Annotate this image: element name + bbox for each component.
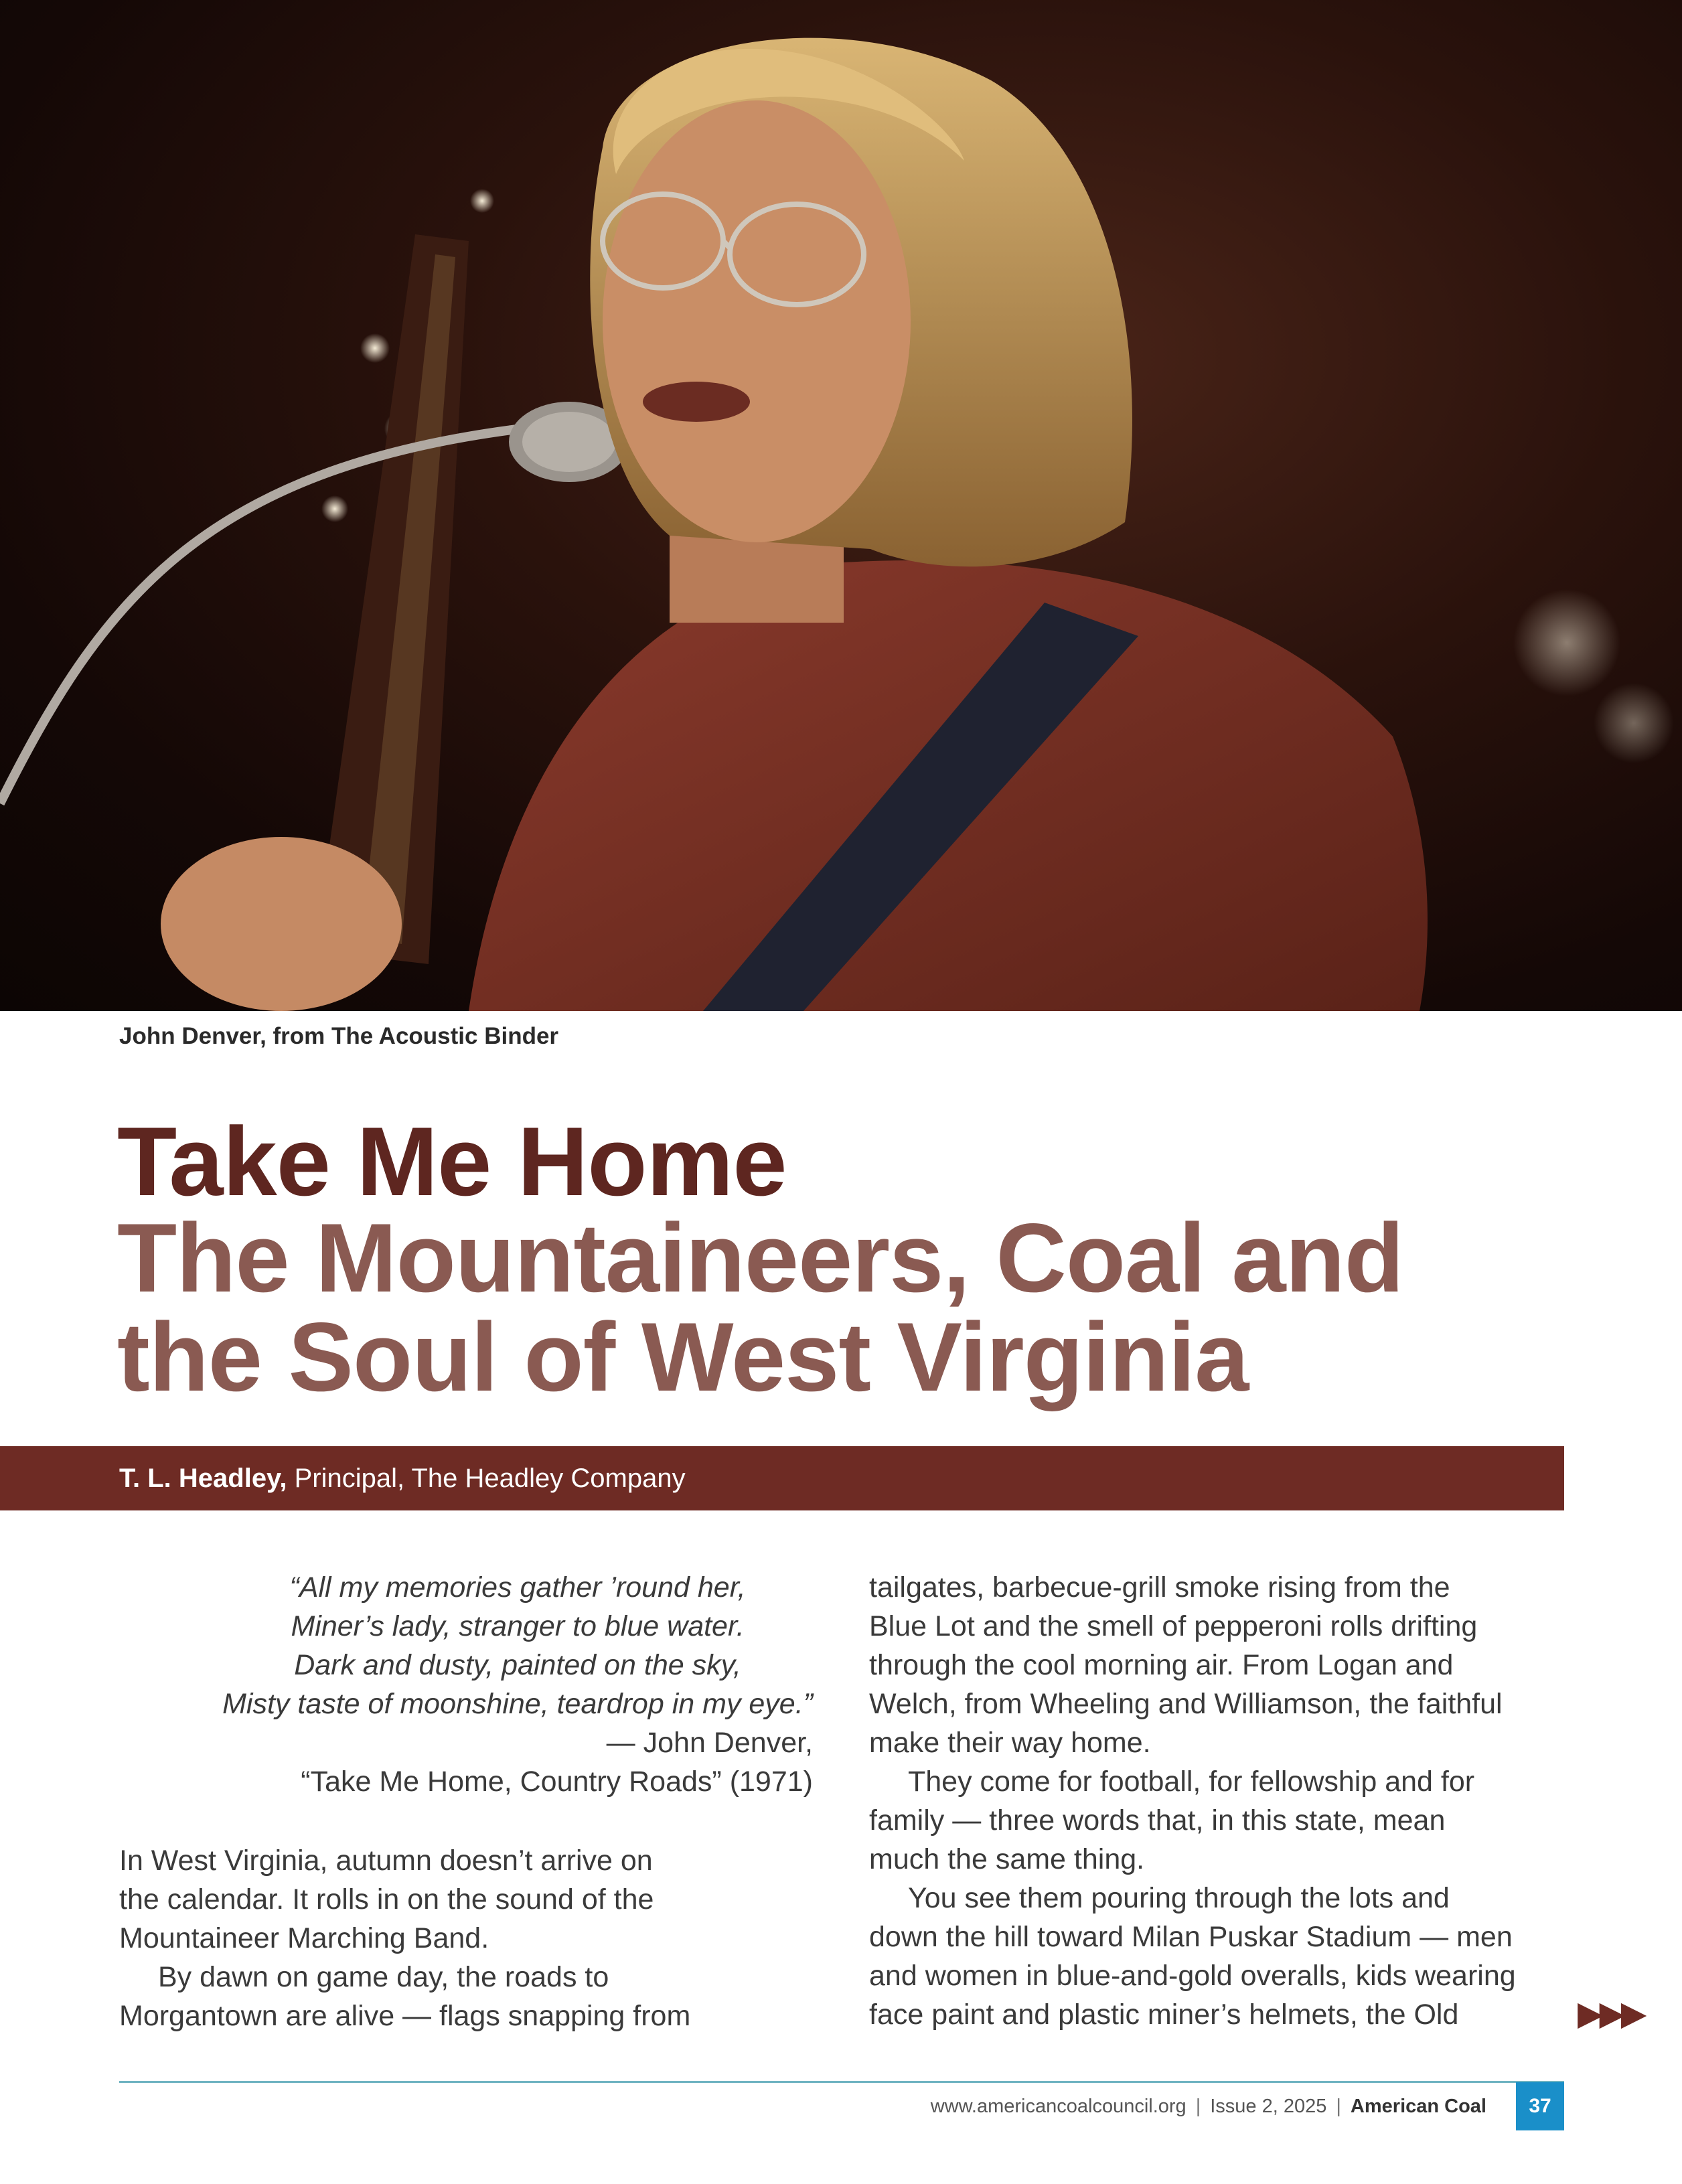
body-column-right [869, 1568, 1516, 2034]
body-line: face paint and plastic miner’s helmets, the Old [869, 1999, 1459, 2031]
quote-attribution: — John Denver, [606, 1727, 813, 1759]
page-number-badge: 37 [1516, 2082, 1564, 2130]
hero-photo [0, 0, 1682, 1011]
photo-caption: John Denver, from The Acoustic Binder [119, 1023, 559, 1049]
body-line: make their way home. [869, 1727, 1151, 1759]
body-line: By dawn on game day, the roads to [158, 1961, 609, 1993]
quote-line: “All my memories gather ’round her, [289, 1571, 746, 1604]
article-title: Take Me Home [117, 1107, 787, 1216]
continue-arrows-icon: ▶▶▶ [1578, 1995, 1643, 2032]
body-line: and women in blue-and-gold overalls, kids wearing [869, 1960, 1516, 1992]
body-line: tailgates, barbecue-grill smoke rising from the [869, 1571, 1450, 1604]
body-column-left [119, 1841, 690, 2035]
quote-line: Dark and dusty, painted on the sky, [294, 1649, 741, 1681]
body-line: Blue Lot and the smell of pepperoni rolls drifting [869, 1610, 1478, 1642]
body-line: You see them pouring through the lots and [908, 1882, 1450, 1914]
body-line: They come for football, for fellowship and for [908, 1766, 1475, 1798]
author-name: T. L. Headley, [119, 1464, 287, 1493]
author-role: Principal, The Headley Company [294, 1464, 686, 1493]
body-line: much the same thing. [869, 1843, 1145, 1875]
footer-url: www.americancoalcouncil.org [930, 2096, 1187, 2117]
concert-performer-photo-icon [0, 0, 1682, 1011]
footer-brand: American Coal [1350, 2096, 1486, 2117]
body-line: family — three words that, in this state, mean [869, 1804, 1446, 1837]
subtitle-line-2: the Soul of West Virginia [117, 1302, 1249, 1411]
body-line: through the cool morning air. From Logan and [869, 1649, 1454, 1681]
footer: www.americancoalcouncil.org | Issue 2, 2025 | American Coal [930, 2096, 1486, 2117]
quote-line: Misty taste of moonshine, teardrop in my eye.” [222, 1688, 813, 1720]
body-line: down the hill toward Milan Puskar Stadium — men [869, 1921, 1513, 1953]
footer-rule [119, 2081, 1564, 2083]
author-byline [119, 1464, 686, 1494]
article-subtitle [117, 1203, 1403, 1411]
body-line: Welch, from Wheeling and Williamson, the faithful [869, 1688, 1503, 1720]
body-line: Morgantown are alive — flags snapping from [119, 2000, 691, 2032]
body-line: In West Virginia, autumn doesn’t arrive on [119, 1845, 653, 1877]
body-line: the calendar. It rolls in on the sound of the [119, 1883, 654, 1916]
epigraph-quote [222, 1568, 813, 1801]
quote-source: “Take Me Home, Country Roads” (1971) [301, 1766, 813, 1798]
footer-issue: Issue 2, 2025 [1210, 2096, 1327, 2117]
body-line: Mountaineer Marching Band. [119, 1922, 489, 1954]
quote-line: Miner’s lady, stranger to blue water. [291, 1610, 745, 1642]
author-bar [0, 1446, 1564, 1510]
subtitle-line-1: The Mountaineers, Coal and [117, 1203, 1403, 1312]
